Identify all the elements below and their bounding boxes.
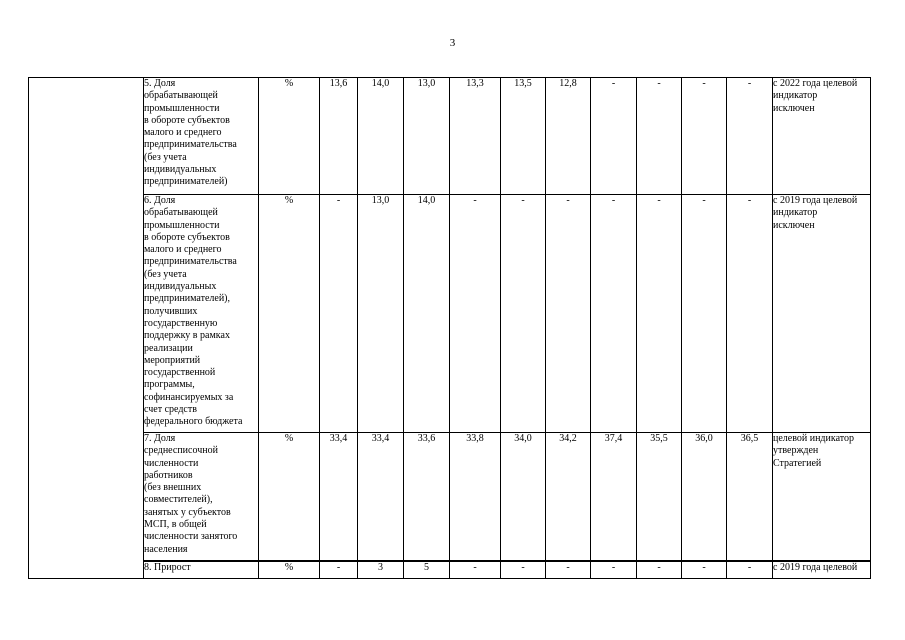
indicator-value: -: [637, 78, 682, 195]
indicator-note: с 2022 года целевой индикатор исключен: [773, 78, 871, 195]
indicator-value: -: [682, 195, 727, 433]
indicator-value: -: [450, 561, 501, 579]
indicator-value: -: [320, 561, 358, 579]
indicator-value: 37,4: [591, 433, 637, 562]
indicator-unit: %: [259, 561, 320, 579]
table-row: [29, 78, 871, 195]
indicator-value: 35,5: [637, 433, 682, 562]
indicator-note: с 2019 года целевой индикатор исключен: [773, 195, 871, 433]
indicator-note: целевой индикатор утвержден Стратегией: [773, 433, 871, 562]
indicator-value: -: [637, 195, 682, 433]
indicator-value: -: [727, 195, 773, 433]
indicator-value: 13,0: [358, 195, 404, 433]
indicator-value: 14,0: [358, 78, 404, 195]
indicator-value: 34,0: [501, 433, 546, 562]
table-row: [29, 433, 871, 562]
indicator-value: -: [320, 195, 358, 433]
indicator-value: 14,0: [404, 195, 450, 433]
empty-section-cell: [29, 78, 144, 579]
indicator-value: -: [591, 195, 637, 433]
indicator-value: 33,8: [450, 433, 501, 562]
indicator-value: -: [546, 195, 591, 433]
indicator-value: 33,6: [404, 433, 450, 562]
indicator-value: -: [450, 195, 501, 433]
indicator-value: 12,8: [546, 78, 591, 195]
indicator-note: с 2019 года целевой: [773, 561, 871, 579]
indicators-table: [28, 77, 871, 579]
indicator-value: -: [591, 561, 637, 579]
table-row: [29, 195, 871, 433]
indicator-value: 13,5: [501, 78, 546, 195]
indicator-unit: %: [259, 433, 320, 562]
page-number: 3: [449, 37, 456, 49]
indicator-value: 13,3: [450, 78, 501, 195]
indicator-name: 8. Прирост: [144, 561, 259, 579]
indicator-value: -: [637, 561, 682, 579]
indicator-value: 13,0: [404, 78, 450, 195]
indicator-unit: %: [259, 195, 320, 433]
indicator-value: 36,5: [727, 433, 773, 562]
indicator-name: 5. Доля обрабатывающей промышленности в обороте субъектов малого и среднего предпринимательства (без учета индивидуальных предпринимателей): [144, 78, 259, 195]
indicator-value: -: [682, 78, 727, 195]
indicator-value: 3: [358, 561, 404, 579]
indicator-value: 13,6: [320, 78, 358, 195]
table-row: [29, 561, 871, 579]
indicator-value: 33,4: [320, 433, 358, 562]
indicator-value: -: [727, 78, 773, 195]
indicator-value: 36,0: [682, 433, 727, 562]
indicator-value: -: [727, 561, 773, 579]
indicator-value: -: [682, 561, 727, 579]
indicator-value: -: [501, 195, 546, 433]
indicator-value: -: [546, 561, 591, 579]
indicator-name: 7. Доля среднесписочной численности работников (без внешних совместителей), занятых у субъектов МСП, в общей численности занятого населения: [144, 433, 259, 562]
indicator-value: 5: [404, 561, 450, 579]
indicator-value: -: [591, 78, 637, 195]
indicator-value: 34,2: [546, 433, 591, 562]
indicator-value: -: [501, 561, 546, 579]
indicator-value: 33,4: [358, 433, 404, 562]
indicator-name: 6. Доля обрабатывающей промышленности в обороте субъектов малого и среднего предпринимательства (без учета индивидуальных предпринимателей), получивших государственную поддержку в рамках реализации мероприятий государственной программы, софинансируемых за счет средств федерального бюджета: [144, 195, 259, 433]
indicator-unit: %: [259, 78, 320, 195]
